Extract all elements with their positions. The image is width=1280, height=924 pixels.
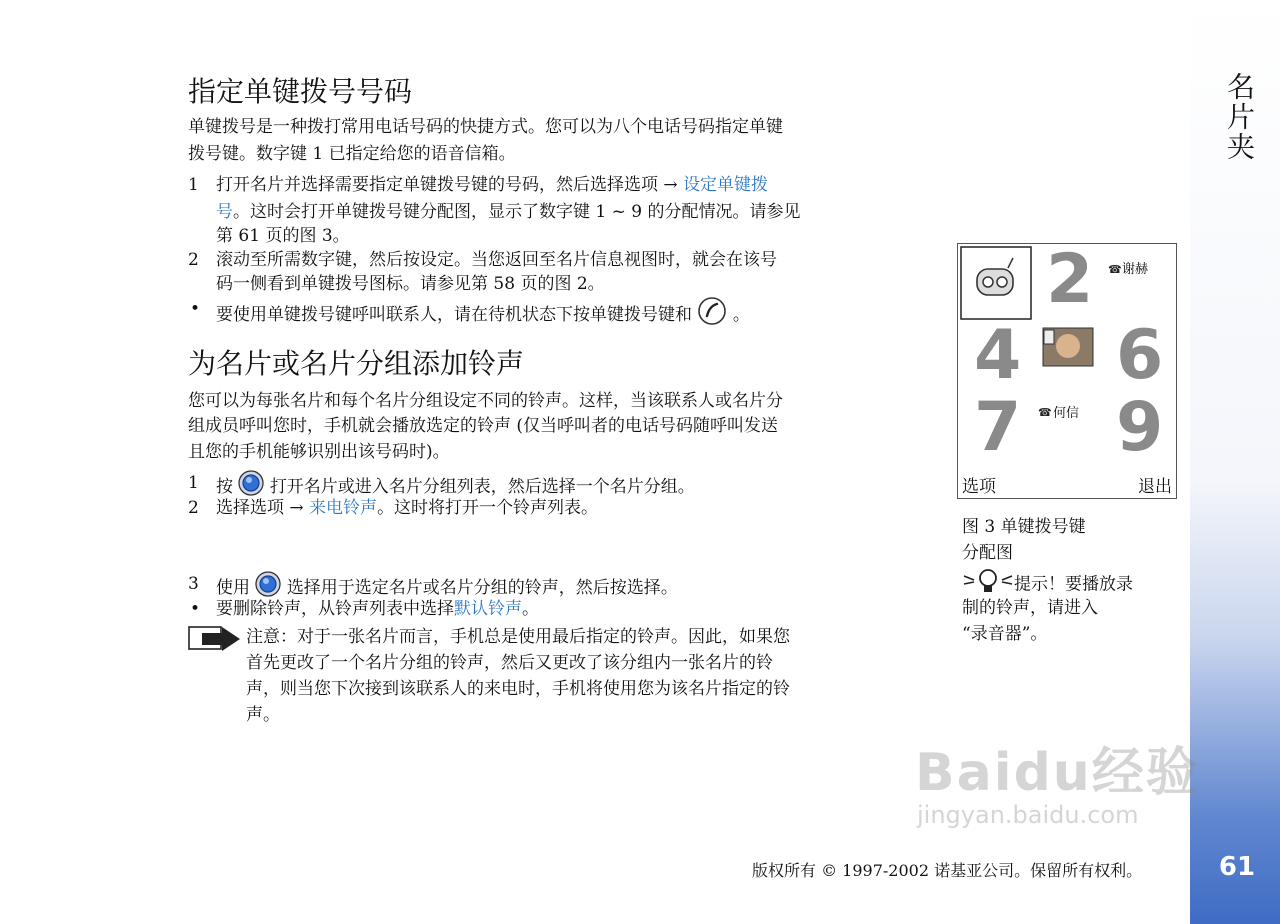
menu-option: 选择	[626, 578, 661, 598]
speed-dial-screen	[957, 240, 1177, 499]
menu-link-default-tone[interactable]: 默认铃声	[454, 599, 522, 619]
note-line: 声。	[246, 705, 280, 725]
step-number: 2	[188, 498, 199, 518]
softkey-exit[interactable]: 退出	[1138, 477, 1172, 497]
step-text: 。	[660, 578, 678, 598]
step-text: 滚动至所需数字键，然后按	[216, 250, 420, 270]
bullet-dot: •	[190, 599, 201, 619]
speed-dial-name-7: 何信	[1053, 406, 1080, 421]
baidu-watermark	[915, 730, 1200, 829]
copyright-footer: 版权所有 © 1997-2002 诺基亚公司。保留所有权利。	[752, 861, 1143, 880]
watermark-url: jingyan.baidu.com	[917, 801, 1139, 829]
arrow: →	[289, 498, 304, 518]
step-text: 打开名片并选择需要指定单键拨号键的号码，然后选择	[216, 175, 624, 195]
speed-dial-key-9: 9	[1116, 388, 1164, 467]
step-text: 按	[216, 477, 233, 497]
note-line: 首先更改了一个名片分组的铃声，然后又更改了该分组内一张名片的铃	[246, 653, 773, 673]
bullet-text: 。	[522, 599, 539, 619]
note-label: 注意：	[246, 627, 297, 647]
step-text: 。当您返回至名片信息视图时，就会在该号	[454, 250, 777, 270]
menu-option: 选项	[250, 498, 284, 518]
tip-line: 制的铃声，请进入	[962, 598, 1098, 618]
step-number: 1	[188, 473, 199, 493]
paragraph-line: 拨号键。数字键 1 已指定给您的语音信箱。	[188, 144, 516, 164]
figure-caption: 图 3 单键拨号键	[962, 517, 1086, 537]
softkey-options[interactable]: 选项	[962, 477, 996, 497]
step-line	[216, 199, 801, 226]
arrow: →	[663, 175, 678, 195]
tip-line: “录音器”。	[962, 624, 1048, 644]
step-line	[216, 172, 768, 199]
step-text: 。这时会打开单键拨号键分配图，显示了数字键 1 ~ 9 的分配情况。请参见	[233, 202, 801, 222]
paragraph-line: 组成员呼叫您时，手机就会播放选定的铃声 (仅当呼叫者的电话号码随呼叫发送	[188, 416, 779, 436]
step-number: 1	[188, 175, 199, 195]
bullet-dot: •	[190, 299, 201, 319]
menu-link-ringtone[interactable]: 来电铃声	[309, 498, 378, 518]
menu-link-assign-cont[interactable]: 号	[216, 202, 233, 222]
bullet-text: 要删除铃声，从铃声列表中选择	[216, 599, 454, 619]
figure-caption: 分配图	[962, 543, 1013, 563]
watermark-brand2: du	[1013, 743, 1092, 803]
bullet-text: 。	[732, 305, 750, 325]
step-line	[216, 247, 777, 274]
call-key-icon	[697, 296, 727, 335]
menu-link-assign[interactable]: 设定单键拨	[683, 175, 769, 195]
speed-dial-key-7: 7	[974, 388, 1022, 467]
step-text: 。这时将打开一个铃声列表。	[377, 498, 599, 518]
note-text: 对于一张名片而言，手机总是使用最后指定的铃声。因此，如果您	[297, 627, 790, 647]
speed-dial-key-2: 2	[1046, 240, 1094, 319]
step-line: 第 61 页的图 3。	[216, 226, 350, 246]
speed-dial-key-4: 4	[974, 316, 1022, 395]
step-text: 使用	[216, 578, 250, 598]
chapter-title: 名片夹	[1223, 72, 1256, 162]
note-line	[246, 624, 790, 651]
menu-option: 选项	[624, 175, 658, 195]
svg-text:☎: ☎	[1108, 263, 1122, 276]
bullet-text: 要使用单键拨号键呼叫联系人，请在待机状态下按单键拨号键和	[216, 305, 692, 325]
watermark-brand: Bai	[915, 743, 1014, 803]
step-text: 选择	[216, 498, 250, 518]
watermark-brand3: 经验	[1091, 743, 1200, 803]
section-heading-ringtone: 为名片或名片分组添加铃声	[188, 347, 525, 380]
step-text: 打开名片或进入名片分组列表，然后选择一个名片分组。	[269, 477, 695, 497]
step-number: 3	[188, 574, 199, 594]
paragraph-line: 单键拨号是一种拨打常用电话号码的快捷方式。您可以为八个电话号码指定单键	[188, 117, 783, 137]
bullet-line	[216, 296, 750, 335]
paragraph-line: 您可以为每张名片和每个名片分组设定不同的铃声。这样，当该联系人或名片分	[188, 391, 783, 411]
step-text: 选择用于选定名片或名片分组的铃声，然后按	[286, 578, 627, 598]
svg-text:☎: ☎	[1038, 406, 1052, 419]
step-number: 2	[188, 250, 199, 270]
speed-dial-name-2: 谢赫	[1122, 262, 1149, 277]
section-heading-speed-dial: 指定单键拨号号码	[188, 75, 413, 108]
speed-dial-key-6: 6	[1116, 316, 1164, 395]
note-line: 声，则当您下次接到该联系人的来电时，手机将使用您为该名片指定的铃	[246, 679, 790, 699]
bullet-line	[216, 596, 539, 623]
step-line	[216, 495, 598, 522]
tip-text: 要播放录	[1065, 574, 1133, 595]
note-icon	[188, 624, 242, 658]
menu-option: 设定	[420, 250, 454, 270]
step-line: 码一侧看到单键拨号图标。请参见第 58 页的图 2。	[216, 274, 605, 294]
page-number: 61	[1218, 852, 1256, 882]
tip-label: 提示！	[1014, 574, 1065, 595]
paragraph-line: 且您的手机能够识别出该号码时)。	[188, 442, 450, 462]
